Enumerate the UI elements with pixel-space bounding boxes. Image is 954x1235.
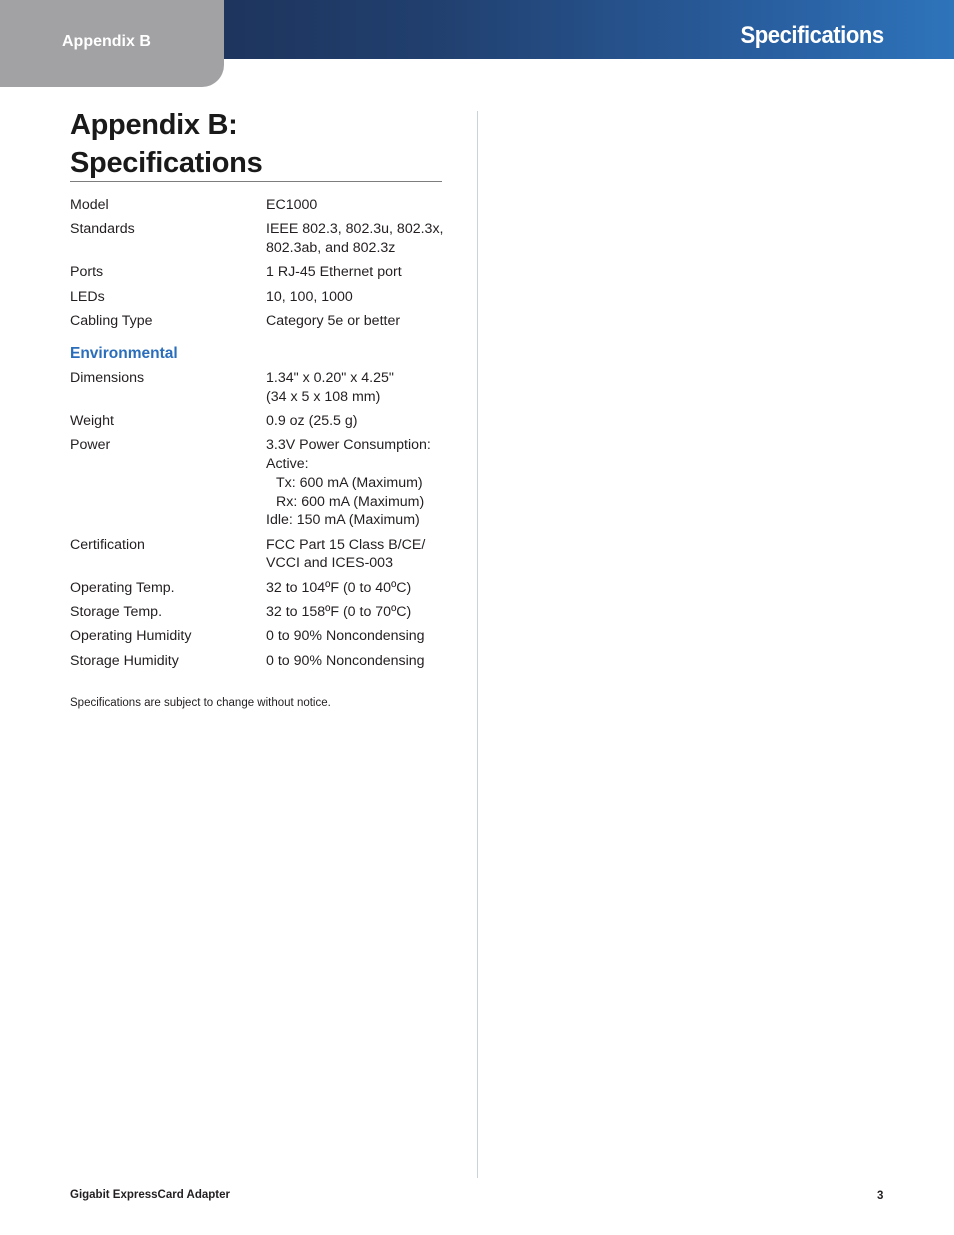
spec-value-line: Category 5e or better (266, 312, 401, 329)
spec-label: LEDs (70, 288, 105, 305)
header-tab-label: Appendix B (62, 33, 151, 50)
header-section-tab (0, 0, 224, 87)
spec-label: Operating Humidity (70, 628, 192, 645)
header-title: Specifications (740, 22, 884, 49)
spec-value-line: FCC Part 15 Class B/CE/ (266, 536, 426, 553)
spec-value (266, 627, 450, 646)
spec-row-model (70, 196, 450, 215)
spec-value-line: Tx: 600 mA (Maximum) (276, 474, 423, 491)
spec-label: Standards (70, 221, 135, 238)
spec-value-line: 3.3V Power Consumption: (266, 437, 431, 454)
spec-row-operating-humidity (70, 627, 450, 646)
column-divider (477, 111, 478, 1178)
spec-row-standards (70, 220, 450, 258)
title-rule (70, 181, 442, 182)
spec-value (266, 220, 450, 258)
spec-row-ports (70, 263, 450, 282)
spec-label: Dimensions (70, 369, 145, 386)
page-title-line: Appendix B: (70, 109, 238, 141)
section-heading-environmental: Environmental (70, 344, 178, 362)
spec-value-line: 32 to 104ºF (0 to 40ºC) (266, 579, 412, 596)
spec-value (266, 288, 450, 307)
spec-value-line: (34 x 5 x 108 mm) (266, 388, 381, 405)
spec-row-power (70, 436, 450, 530)
spec-value-line: 1.34" x 0.20" x 4.25" (266, 369, 394, 386)
spec-list (70, 196, 450, 676)
spec-value-line: EC1000 (266, 197, 318, 213)
spec-value-line: IEEE 802.3, 802.3u, 802.3x, (266, 221, 444, 238)
footer-page-number: 3 (877, 1190, 884, 1202)
spec-label: Weight (70, 412, 114, 429)
spec-row-dimensions (70, 369, 450, 407)
spec-value (266, 579, 450, 598)
spec-label: Certification (70, 536, 145, 553)
spec-value (266, 312, 450, 331)
spec-value-line: VCCI and ICES-003 (266, 555, 393, 572)
general-specs (70, 196, 450, 331)
spec-value (266, 196, 450, 215)
spec-value-line: 802.3ab, and 802.3z (266, 240, 396, 257)
spec-value (266, 412, 450, 431)
environmental-specs (70, 369, 450, 671)
spec-row-operating-temp (70, 579, 450, 598)
spec-value-line: 0 to 90% Noncondensing (266, 628, 425, 645)
spec-label: Storage Temp. (70, 604, 163, 621)
spec-value (266, 263, 450, 282)
footer-product-name: Gigabit ExpressCard Adapter (70, 1189, 230, 1201)
spec-row-storage-temp (70, 603, 450, 622)
spec-row-certification (70, 536, 450, 574)
spec-value (266, 436, 450, 530)
spec-value-line: Active: (266, 455, 309, 472)
spec-value-line: 0.9 oz (25.5 g) (266, 412, 358, 429)
spec-label: Ports (70, 264, 104, 281)
page-title-line: Specifications (70, 147, 263, 179)
page-title (70, 106, 442, 182)
spec-label: Operating Temp. (70, 579, 175, 596)
spec-label: Power (70, 437, 111, 454)
spec-value (266, 603, 450, 622)
spec-value-line: Idle: 150 mA (Maximum) (266, 512, 420, 529)
spec-value-line: 0 to 90% Noncondensing (266, 652, 425, 669)
spec-label: Storage Humidity (70, 652, 179, 669)
spec-value-line: 10, 100, 1000 (266, 288, 353, 305)
spec-value (266, 536, 450, 574)
spec-value (266, 369, 450, 407)
disclaimer-note: Specifications are subject to change without notice. (70, 697, 331, 709)
spec-value-line: Rx: 600 mA (Maximum) (276, 493, 425, 510)
page-title-text (70, 109, 262, 179)
spec-value-line: 1 RJ-45 Ethernet port (266, 264, 402, 281)
spec-value-line: 32 to 158ºF (0 to 70ºC) (266, 604, 412, 621)
spec-row-weight (70, 412, 450, 431)
spec-label: Model (70, 197, 109, 213)
spec-label: Cabling Type (70, 312, 153, 329)
spec-row-storage-humidity (70, 652, 450, 671)
spec-row-cabling-type (70, 312, 450, 331)
spec-value (266, 652, 450, 671)
spec-row-leds (70, 288, 450, 307)
